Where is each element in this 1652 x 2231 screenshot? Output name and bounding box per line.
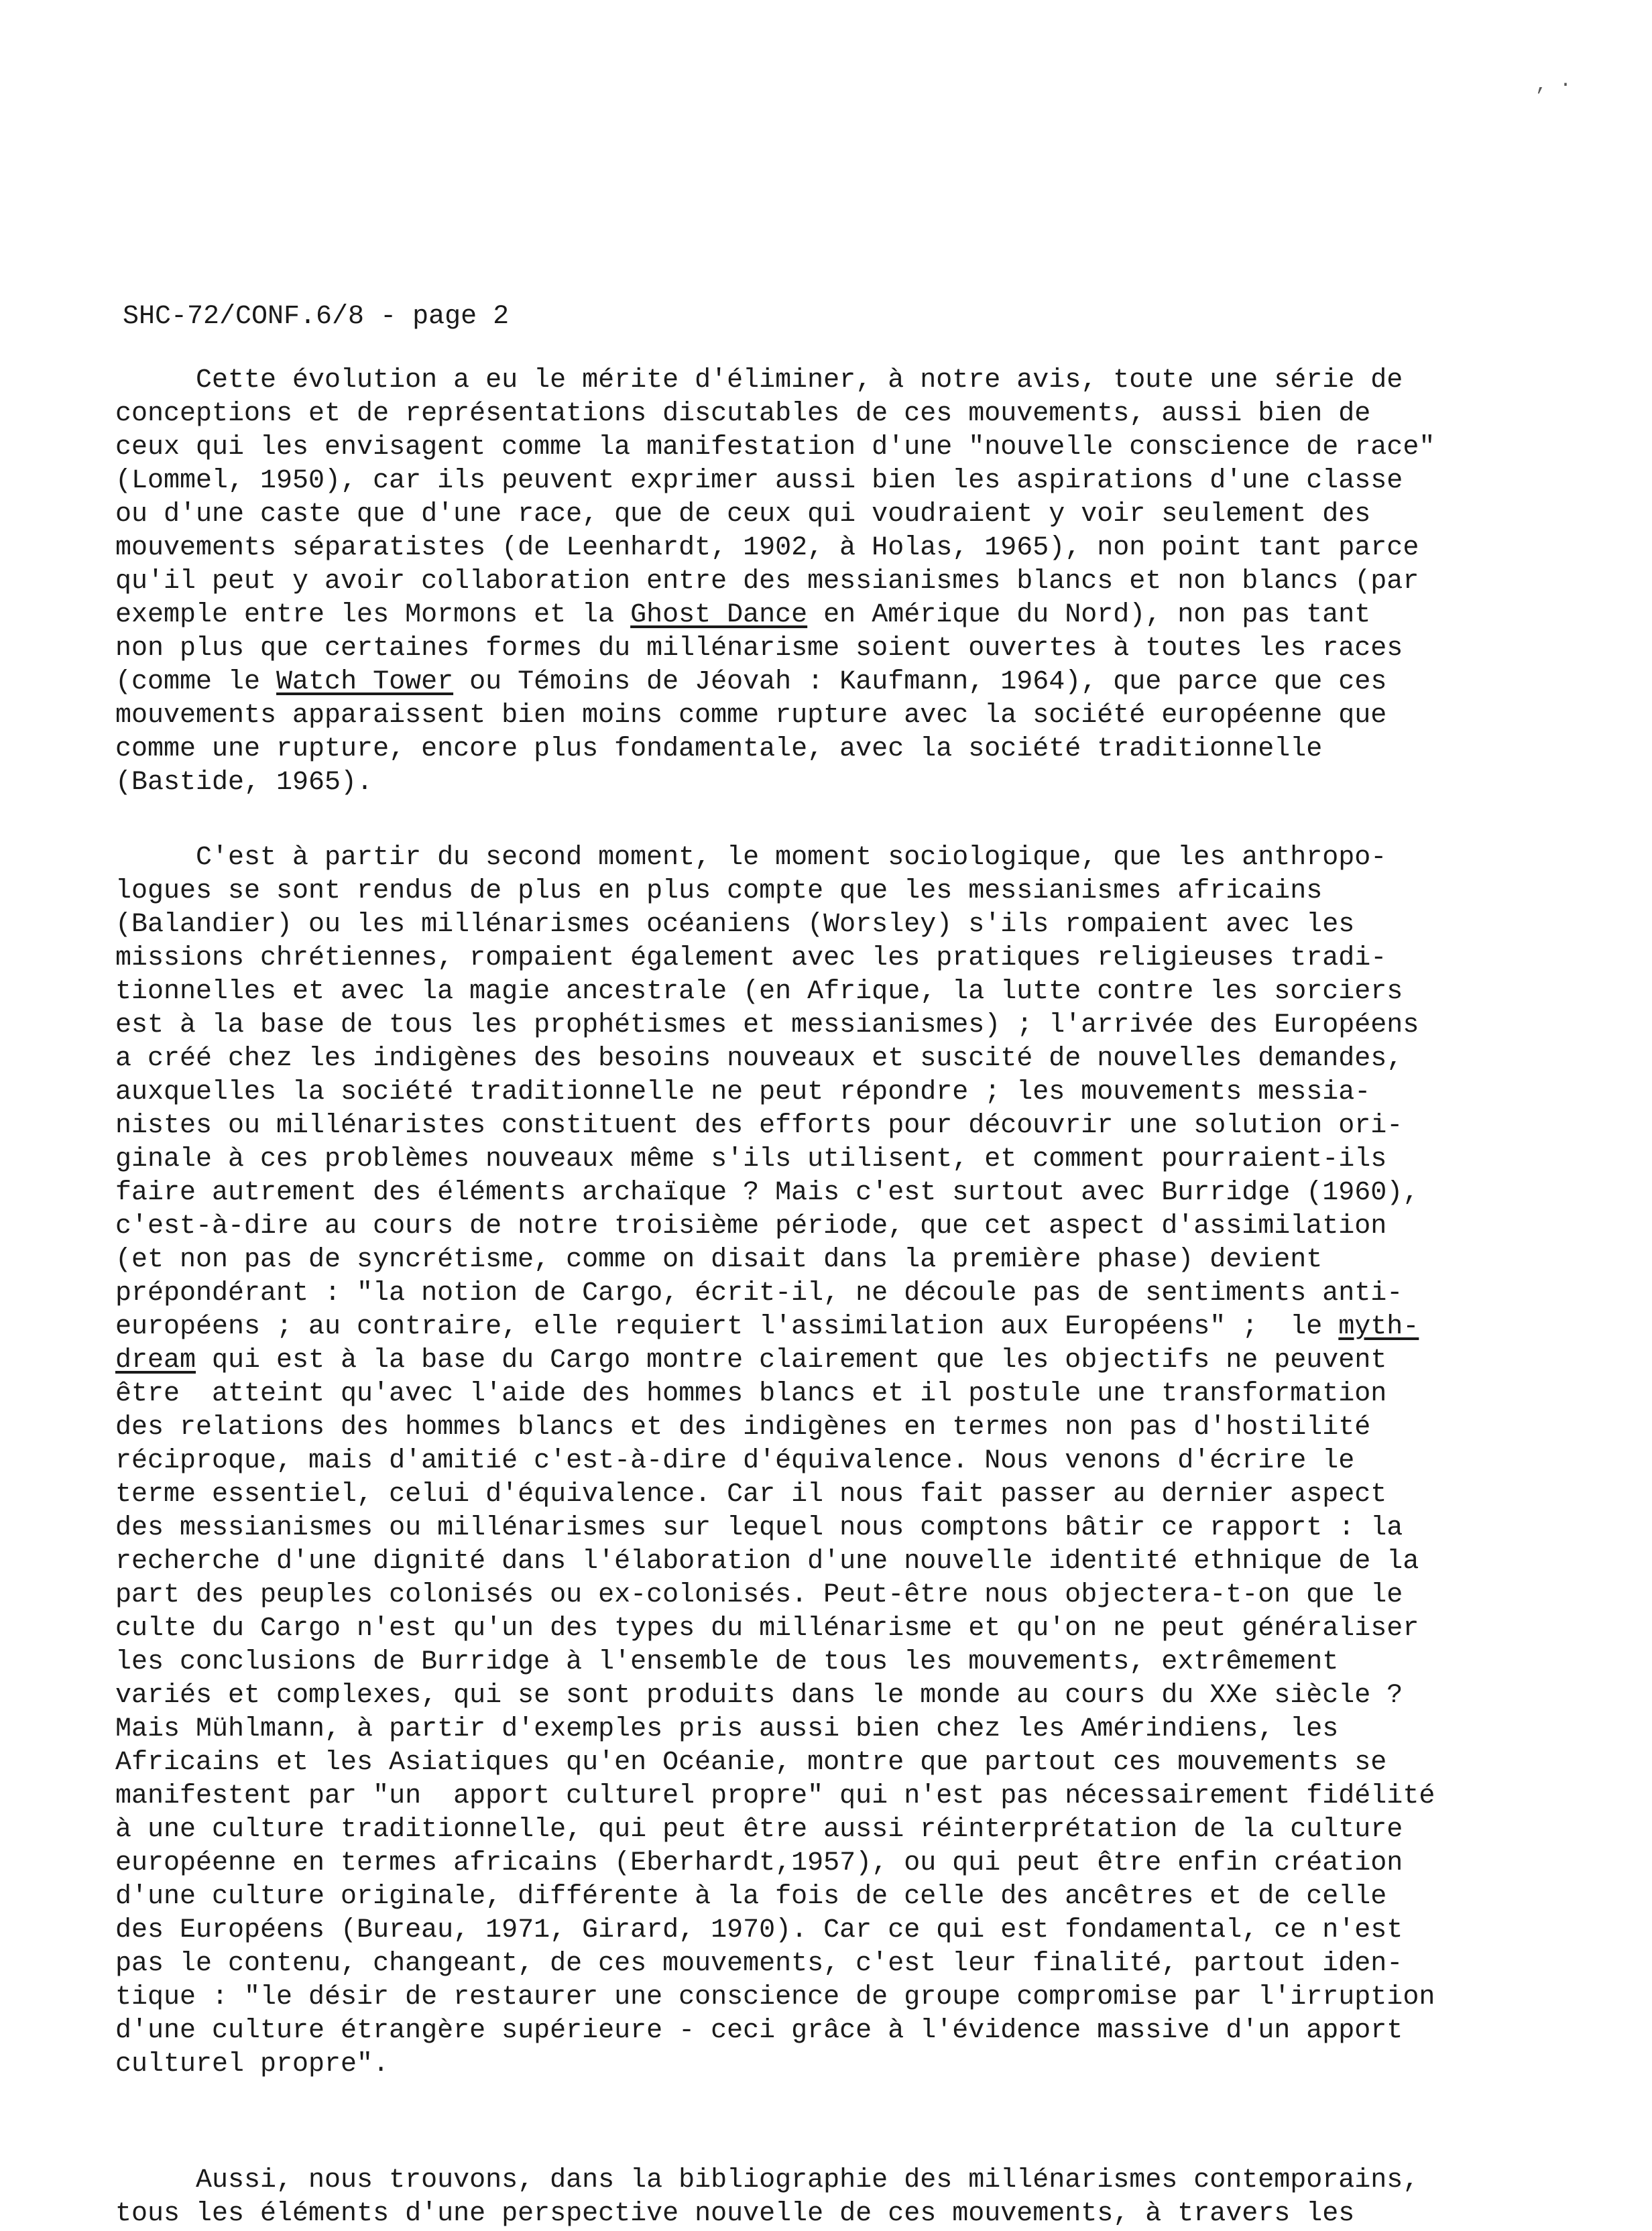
- text-line: [115, 1512, 1456, 1545]
- text-line: [115, 733, 1456, 766]
- text-line: [115, 599, 1456, 632]
- text-line: [115, 1914, 1456, 1947]
- text-segment: mouvements apparaissent bien moins comme rupture avec la société européenne que: [115, 701, 1387, 731]
- text-line: [115, 699, 1456, 733]
- text-line: [115, 398, 1456, 431]
- text-segment: (comme le: [115, 667, 277, 697]
- text-line: [115, 975, 1456, 1009]
- text-line: [115, 1981, 1456, 2014]
- text-segment: ceux qui les envisagent comme la manifestation d'une "nouvelle conscience de race": [115, 432, 1435, 463]
- text-line: [115, 1947, 1456, 1981]
- text-segment: recherche d'une dignité dans l'élaboration d'une nouvelle identité ethnique de la: [115, 1547, 1419, 1577]
- text-line: [115, 1713, 1456, 1746]
- text-line: [115, 1411, 1456, 1445]
- text-segment: qui est à la base du Cargo montre clairement que les objectifs ne peuvent: [196, 1345, 1387, 1376]
- underlined-term: Ghost Dance: [630, 600, 808, 630]
- text-line: [115, 1210, 1456, 1244]
- text-line: [115, 1177, 1456, 1210]
- text-segment: logues se sont rendus de plus en plus compte que les messianismes africains: [115, 876, 1323, 906]
- text-line: [115, 565, 1456, 599]
- text-line: [115, 1579, 1456, 1612]
- paragraph-1: [115, 364, 1456, 800]
- text-segment: d'une culture originale, différente à la fois de celle des ancêtres et de celle: [115, 1882, 1387, 1912]
- text-line: [115, 1880, 1456, 1914]
- text-line: [115, 942, 1456, 975]
- text-line: [115, 465, 1456, 498]
- text-segment: ginale à ces problèmes nouveaux même s'ils utilisent, et comment pourraient-ils: [115, 1144, 1387, 1174]
- text-segment: réciproque, mais d'amitié c'est-à-dire d'équivalence. Nous venons d'écrire le: [115, 1446, 1355, 1476]
- text-segment: tous les éléments d'une perspective nouvelle de ces mouvements, à travers les: [115, 2199, 1355, 2229]
- text-line: [115, 532, 1456, 565]
- text-segment: part des peuples colonisés ou ex-colonisés. Peut-être nous objectera-t-on que le: [115, 1580, 1403, 1610]
- text-line: [115, 1076, 1456, 1109]
- text-segment: (Lommel, 1950), car ils peuvent exprimer aussi bien les aspirations d'une classe: [115, 466, 1403, 496]
- text-segment: culturel propre".: [115, 2049, 390, 2079]
- text-segment: culte du Cargo n'est qu'un des types du millénarisme et qu'on ne peut généraliser: [115, 1614, 1419, 1644]
- text-line: [115, 1109, 1456, 1143]
- text-segment: qu'il peut y avoir collaboration entre des messianismes blancs et non blancs (par: [115, 566, 1419, 597]
- text-segment: mouvements séparatistes (de Leenhardt, 1902, à Holas, 1965), non point tant parce: [115, 533, 1419, 563]
- text-segment: à une culture traditionnelle, qui peut être aussi réinterprétation de la culture: [115, 1815, 1403, 1845]
- underlined-term: Watch Tower: [276, 667, 454, 697]
- text-segment: pas le contenu, changeant, de ces mouvements, c'est leur finalité, partout iden-: [115, 1949, 1403, 1979]
- text-segment: est à la base de tous les prophétismes et messianismes) ; l'arrivée des Européens: [115, 1010, 1419, 1040]
- text-line: [115, 1646, 1456, 1679]
- text-line: [115, 1344, 1456, 1378]
- text-line: [115, 666, 1456, 699]
- text-line: [115, 431, 1456, 465]
- text-segment: être atteint qu'avec l'aide des hommes blancs et il postule une transformation: [115, 1379, 1387, 1409]
- text-segment: tique : "le désir de restaurer une conscience de groupe compromise par l'irruption: [115, 1982, 1435, 2012]
- text-segment: c'est-à-dire au cours de notre troisième période, que cet aspect d'assimilation: [115, 1211, 1387, 1242]
- text-segment: prépondérant : "la notion de Cargo, écrit-il, ne découle pas de sentiments anti-: [115, 1278, 1403, 1309]
- underlined-term: myth-: [1338, 1312, 1419, 1342]
- text-segment: européens ; au contraire, elle requiert l'assimilation aux Européens" ; le: [115, 1312, 1339, 1342]
- text-line: [115, 1679, 1456, 1713]
- text-segment: des relations des hommes blancs et des indigènes en termes non pas d'hostilité: [115, 1412, 1371, 1443]
- text-line: [115, 908, 1456, 942]
- text-segment: (Balandier) ou les millénarismes océaniens (Worsley) s'ils rompaient avec les: [115, 910, 1355, 940]
- text-line: [115, 2164, 1456, 2197]
- text-line: [115, 1478, 1456, 1512]
- text-line: [115, 1009, 1456, 1042]
- text-line: [115, 2048, 1456, 2082]
- text-line: [115, 1780, 1456, 1813]
- corner-mark: , ·: [1535, 74, 1572, 97]
- text-line: [115, 632, 1456, 666]
- text-segment: C'est à partir du second moment, le moment sociologique, que les anthropo-: [115, 843, 1387, 873]
- text-segment: Aussi, nous trouvons, dans la bibliographie des millénarismes contemporains,: [115, 2165, 1419, 2195]
- paragraph-3: [115, 2164, 1456, 2231]
- text-segment: tionnelles et avec la magie ancestrale (en Afrique, la lutte contre les sorciers: [115, 977, 1403, 1007]
- text-segment: Cette évolution a eu le mérite d'éliminer, à notre avis, toute une série de: [115, 365, 1403, 396]
- text-segment: auxquelles la société traditionnelle ne peut répondre ; les mouvements messia-: [115, 1077, 1371, 1107]
- text-line: [115, 1545, 1456, 1579]
- text-segment: a créé chez les indigènes des besoins nouveaux et suscité de nouvelles demandes,: [115, 1044, 1403, 1074]
- underlined-term: dream: [115, 1345, 196, 1376]
- text-line: [115, 364, 1456, 398]
- text-line: [115, 1042, 1456, 1076]
- text-segment: ou d'une caste que d'une race, que de ceux qui voudraient y voir seulement des: [115, 499, 1371, 530]
- text-line: [115, 1746, 1456, 1780]
- text-segment: européenne en termes africains (Eberhardt,1957), ou qui peut être enfin création: [115, 1848, 1403, 1878]
- text-segment: exemple entre les Mormons et la: [115, 600, 631, 630]
- text-segment: terme essentiel, celui d'équivalence. Car il nous fait passer au dernier aspect: [115, 1480, 1387, 1510]
- text-line: [115, 875, 1456, 908]
- paragraph-2: [115, 841, 1456, 2082]
- text-segment: d'une culture étrangère supérieure - ceci grâce à l'évidence massive d'un apport: [115, 2016, 1403, 2046]
- document-reference: SHC-72/CONF.6/8 - page 2: [123, 302, 510, 332]
- text-line: [115, 841, 1456, 875]
- text-segment: (et non pas de syncrétisme, comme on disait dans la première phase) devient: [115, 1245, 1323, 1275]
- text-segment: missions chrétiennes, rompaient également avec les pratiques religieuses tradi-: [115, 943, 1387, 973]
- text-line: [115, 498, 1456, 532]
- text-line: [115, 1244, 1456, 1277]
- text-segment: les conclusions de Burridge à l'ensemble de tous les mouvements, extrêmement: [115, 1647, 1339, 1677]
- text-line: [115, 2197, 1456, 2231]
- text-segment: (Bastide, 1965).: [115, 768, 373, 798]
- text-line: [115, 1813, 1456, 1847]
- text-segment: conceptions et de représentations discutables de ces mouvements, aussi bien de: [115, 399, 1371, 429]
- text-line: [115, 1445, 1456, 1478]
- text-line: [115, 1612, 1456, 1646]
- text-segment: ou Témoins de Jéovah : Kaufmann, 1964), que parce que ces: [453, 667, 1387, 697]
- text-segment: des Européens (Bureau, 1971, Girard, 1970). Car ce qui est fondamental, ce n'est: [115, 1915, 1403, 1945]
- text-line: [115, 1847, 1456, 1880]
- text-segment: Africains et les Asiatiques qu'en Océanie, montre que partout ces mouvements se: [115, 1748, 1387, 1778]
- text-line: [115, 1277, 1456, 1311]
- text-segment: variés et complexes, qui se sont produits dans le monde au cours du XXe siècle ?: [115, 1681, 1403, 1711]
- text-line: [115, 1311, 1456, 1344]
- text-line: [115, 1143, 1456, 1177]
- text-segment: nistes ou millénaristes constituent des efforts pour découvrir une solution ori-: [115, 1111, 1403, 1141]
- text-segment: faire autrement des éléments archaïque ? Mais c'est surtout avec Burridge (1960),: [115, 1178, 1419, 1208]
- text-line: [115, 766, 1456, 800]
- text-segment: en Amérique du Nord), non pas tant: [807, 600, 1371, 630]
- text-segment: comme une rupture, encore plus fondamentale, avec la société traditionnelle: [115, 734, 1323, 764]
- text-line: [115, 2014, 1456, 2048]
- text-segment: manifestent par "un apport culturel propre" qui n'est pas nécessairement fidélité: [115, 1781, 1435, 1811]
- text-segment: Mais Mühlmann, à partir d'exemples pris aussi bien chez les Amérindiens, les: [115, 1714, 1339, 1744]
- text-line: [115, 1378, 1456, 1411]
- text-segment: non plus que certaines formes du millénarisme soient ouvertes à toutes les races: [115, 634, 1403, 664]
- text-segment: des messianismes ou millénarismes sur lequel nous comptons bâtir ce rapport : la: [115, 1513, 1403, 1543]
